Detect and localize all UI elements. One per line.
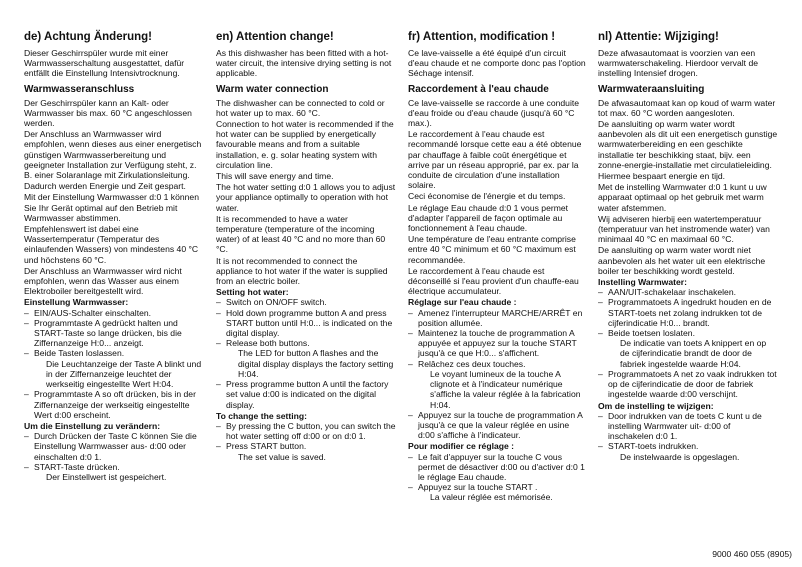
intro: Ce lave-vaisselle a été équipé d'un circuit d'eau chaude et ne comporte donc pas l'option Séchage intensif. (408, 48, 586, 79)
para: Ceci économise de l'énergie et du temps. (408, 191, 566, 202)
para: Der Anschluss an Warmwasser wird empfohlen, wenn dieses aus einer energetisch günstigen Warmwasserbereitung und geeigneter Installation zur Verfügung steht, z. B. einer Solaranlage mit Zirkulationsleitung. (24, 129, 202, 181)
change-list (24, 431, 204, 482)
heading: en) Attention change! (216, 31, 334, 43)
section-title: Warm water connection (216, 83, 329, 95)
column-de (24, 30, 204, 482)
column-fr (408, 30, 588, 503)
setting-list (24, 308, 204, 420)
list-item: De instelwaarde is opgeslagen. (620, 451, 740, 462)
para: Wij adviseren hierbij een watertemperatuur (temperatuur van het instromende water) van minimaal 40 °C en maximaal 60 °C. (598, 213, 770, 245)
para: Le réglage Eau chaude d:0 1 vous permet d'adapter l'appareil de façon optimale au fonctionnement à l'eau chaude. (408, 202, 569, 234)
list-item: – Programmtaste A gedrückt halten und START-Taste so lange drücken, bis die Ziffernanzeige H:0... anzeigt. (24, 318, 204, 349)
heading: de) Achtung Änderung! (24, 31, 152, 43)
list-item: The LED for button A flashes and the digital display displays the factory setting H:04. (238, 348, 394, 379)
para: Der Geschirrspüler kann an Kalt- oder Warmwasser bis max. 60 °C angeschlossen werden. (24, 97, 192, 129)
section-title: Warmwateraansluiting (598, 83, 705, 95)
section-title: Warmwasseranschluss (24, 83, 135, 95)
list-item: – EIN/AUS-Schalter einschalten. (24, 308, 204, 318)
list-item: – Door indrukken van de toets C kunt u de instelling Warmwater uit- d:00 of inschakelen d:0 1. (598, 411, 778, 442)
column-en (216, 30, 396, 462)
setting-title: Instelling Warmwater: (598, 277, 687, 288)
setting-title: Einstellung Warmwasser: (24, 297, 129, 308)
para: Une température de l'eau entrante comprise entre 40 °C minimum et 60 °C maximum est recommandée. (408, 234, 576, 265)
para: Le raccordement à l'eau chaude est recommandé lorsque cette eau a été obtenue par chauffage à faible coût énergétique et arrive par un réseau approprié, par ex. par la conduite de circulation d'une installation solaire. (408, 129, 582, 191)
para: Ce lave-vaisselle se raccorde à une conduite d'eau froide ou d'eau chaude (jusqu'à 60 °C max.). (408, 97, 580, 129)
para: The hot water setting d:0 1 allows you to adjust your appliance optimally to operation with hot water. (216, 182, 396, 213)
para: This will save energy and time. (216, 171, 334, 182)
para: De aansluiting op warm water wordt niet aanbevolen als het water uit een elektrische boiler ter beschikking wordt gesteld. (598, 245, 766, 276)
list-item: – Maintenez la touche de programmation A appuyée et appuyez sur la touche START jusqu'à ce que H:0... s'affichent. (408, 328, 588, 359)
list-item: – Beide Tasten loslassen. (24, 348, 204, 358)
para: Connection to hot water is recommended if the hot water can be supplied by energetically favourable means and from a suitable installation, e. g. solar heating system with circulation line. (216, 119, 394, 170)
list-item: – Hold down programme button A and press START button until H:0... is indicated on the digital display. (216, 308, 396, 339)
change-list (408, 452, 588, 503)
list-item: – Amenez l'interrupteur MARCHE/ARRÊT en position allumée. (408, 308, 588, 328)
list-item: Die Leuchtanzeige der Taste A blinkt und in der Ziffernanzeige leuchtet der werkseitig eingestellte Wert H:04. (46, 358, 202, 390)
list-item: De indicatie van toets A knippert en op de cijferindicatie brandt de door de fabriek ingestelde waarde H:04. (620, 338, 767, 369)
list-item: The set value is saved. (238, 451, 326, 462)
para: Mit der Einstellung Warmwasser d:0 1 können Sie Ihr Gerät optimal auf den Betrieb mit Warmwasser abstimmen. (24, 192, 199, 223)
setting-list (408, 308, 588, 441)
para: It is not recommended to connect the appliance to hot water if the water is supplied from an electric boiler. (216, 255, 388, 287)
setting-title: Réglage sur l'eau chaude : (408, 297, 517, 308)
setting-title: Setting hot water: (216, 287, 289, 298)
para: It is recommended to have a water temperature (temperature of the incoming water) of at least 40 °C and no more than 60 °C. (216, 213, 386, 255)
list-item: – Appuyez sur la touche de programmation A jusqu'à ce que la valeur réglée en usine d:00 s'affiche à l'indicateur. (408, 410, 588, 441)
list-item: – START-Taste drücken. (24, 462, 204, 472)
para: Le raccordement à l'eau chaude est déconseillé si l'eau provient d'un chauffe-eau électrique accumulateur. (408, 265, 579, 297)
list-item: – Press programme button A until the factory set value d:00 is indicated on the digital display. (216, 379, 396, 410)
heading: fr) Attention, modification ! (408, 31, 556, 43)
intro: Dieser Geschirrspüler wurde mit einer Warmwasserschaltung ausgestattet, dafür entfällt die Einstellung Intensivtrocknung. (24, 48, 185, 79)
list-item: Der Einstellwert ist gespeichert. (46, 471, 167, 482)
list-item: – Press START button. (216, 441, 396, 451)
change-title: Um die Einstellung zu verändern: (24, 420, 161, 431)
setting-list (216, 297, 396, 409)
list-item: – Durch Drücken der Taste C können Sie die Einstellung Warmwasser aus- d:00 oder einschalten d:0 1. (24, 431, 204, 462)
para: Empfehlenswert ist dabei eine Wassertemperatur (Temperatur des einlaufenden Wassers) von mindestens 40 °C und höchstens 60 °C. (24, 224, 199, 265)
list-item: – Switch on ON/OFF switch. (216, 297, 396, 307)
list-item: – Programmtaste A so oft drücken, bis in der Ziffernanzeige der werkseitig eingestellte Wert d:00 erscheint. (24, 389, 204, 420)
setting-list (598, 287, 778, 399)
list-item: La valeur réglée est mémorisée. (430, 492, 553, 503)
list-item: – Programmatoets A ingedrukt houden en de START-toets net zolang indrukken tot de cijferindicatie H:0... brandt. (598, 297, 778, 328)
change-list (216, 421, 396, 462)
para: Hiermee bespaart energie en tijd. (598, 171, 726, 182)
change-list (598, 411, 778, 462)
change-title: To change the setting: (216, 410, 308, 421)
list-item: – Relâchez ces deux touches. (408, 359, 588, 369)
change-title: Pour modifier ce réglage : (408, 441, 515, 452)
change-title: Om de instelling te wijzigen: (598, 400, 714, 411)
heading: nl) Attentie: Wijziging! (598, 31, 719, 43)
list-item: – AAN/UIT-schakelaar inschakelen. (598, 287, 778, 297)
section-title: Raccordement à l'eau chaude (408, 83, 549, 95)
document-code: 9000 460 055 (8905) (712, 549, 792, 559)
para: De afwasautomaat kan op koud of warm water tot max. 60 °C worden aangesloten. (598, 97, 776, 118)
list-item: – Le fait d'appuyer sur la touche C vous permet de désactiver d:00 ou d'activer d:0 1 le réglage Eau chaude. (408, 452, 588, 483)
para: De aansluiting op warm water wordt aanbevolen als dit uit een energetisch gunstige warmwaterbereiding en een geschikte installatie ter beschikking staat, bijv. een zonne-energie-installatie met circulatieleiding. (598, 119, 778, 170)
column-nl (598, 30, 778, 462)
list-item: – Release both buttons. (216, 338, 396, 348)
intro: Deze afwasautomaat is voorzien van een warmwaterschakeling. Hierdoor vervalt de instelling Intensief drogen. (598, 48, 759, 79)
list-item: – Appuyez sur la touche START . (408, 482, 588, 492)
para: Met de instelling Warmwater d:0 1 kunt u uw apparaat optimaal op het gebruik met warm water afstemmen. (598, 182, 767, 213)
para: The dishwasher can be connected to cold or hot water up to max. 60 °C. (216, 97, 385, 118)
list-item: – Programmatoets A net zo vaak indrukken tot op de cijferindicatie de door de fabriek ingestelde waarde d:00 verschijnt. (598, 369, 778, 400)
list-item: Le voyant lumineux de la touche A clignote et à l'indicateur numérique s'affiche la valeur réglée à la fabrication H:04. (430, 368, 581, 410)
intro: As this dishwasher has been fitted with a hot-water circuit, the intensive drying setting is not applicable. (216, 48, 392, 79)
list-item: – START-toets indrukken. (598, 441, 778, 451)
list-item: – Beide toetsen loslaten. (598, 328, 778, 338)
para: Der Anschluss an Warmwasser wird nicht empfohlen, wenn das Wasser aus einem Elektroboiler bereitgestellt wird. (24, 265, 182, 297)
list-item: – By pressing the C button, you can switch the hot water setting off d:00 or on d:0 1. (216, 421, 396, 441)
para: Dadurch werden Energie und Zeit gespart. (24, 181, 186, 192)
